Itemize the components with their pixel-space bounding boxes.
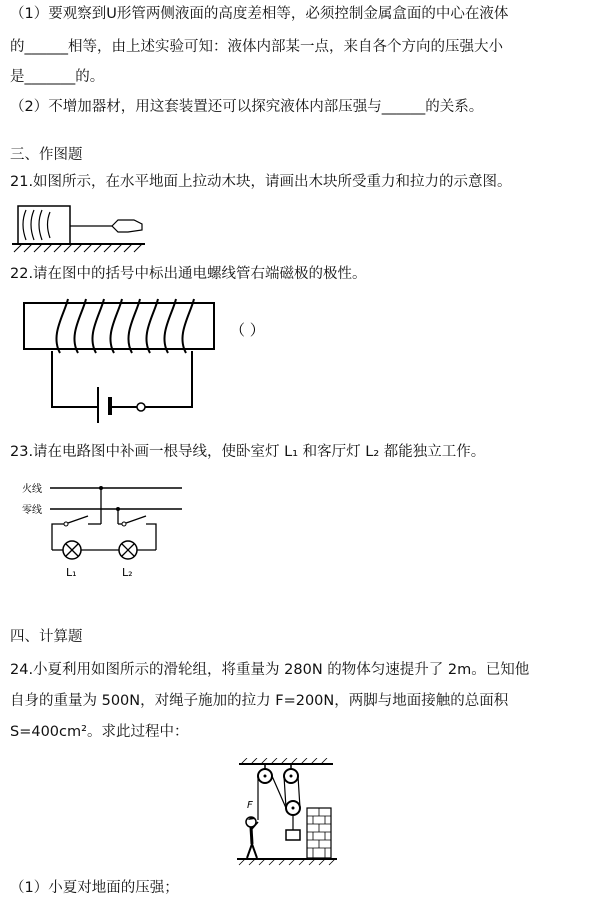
lamp-l2-icon [119,541,137,559]
question-text-line: （1）要观察到U形管两侧液面的高度差相等，必须控制金属盒面的中心在液体 [10,6,509,22]
circuit-wire-left [52,351,98,407]
ground-hatching [14,244,142,252]
switch2-contact [122,522,126,526]
person-icon [246,817,258,858]
solenoid-circuit-figure [20,295,280,427]
lamp1-wire [52,524,64,550]
block-on-ground-figure [12,202,147,254]
question-23-text: 23.请在电路图中补画一根导线，使卧室灯 L₁ 和客厅灯 L₂ 都能独立工作。 [10,444,486,460]
hand-icon [112,220,142,232]
force-label: F [247,800,253,811]
pole-bracket[interactable]: （ ） [230,321,265,339]
live-wire-label: 火线 [22,484,42,495]
household-circuit-figure [16,478,196,583]
lamp-l2-label: L₂ [122,566,133,579]
question-21-text: 21.如图所示，在水平地面上拉动木块，请画出木块所受重力和拉力的示意图。 [10,174,512,190]
question-24-text-line: 24.小夏利用如图所示的滑轮组，将重量为 280N 的物体匀速提升了 2m。已知他 [10,662,530,678]
question-24-text-line: S=400cm²。求此过程中： [10,724,189,740]
switch2-wire [146,524,156,550]
question-text-line: （2）不增加器材，用这套装置还可以探究液体内部压强与______的关系。 [10,99,484,115]
brick-wall [307,808,331,858]
lamp-l1-icon [63,541,81,559]
section-title: 三、作图题 [10,147,83,163]
question-text-line: 的______相等，由上述实验可知：液体内部某一点，来自各个方向的压强大小 [10,39,503,55]
switch1-blade [68,516,88,523]
circuit-wire-right [145,351,192,407]
section-title: 四、计算题 [10,629,83,645]
question-22-text: 22.请在图中的括号中标出通电螺线管右端磁极的极性。 [10,266,367,282]
switch1-contact [64,522,68,526]
question-text-line: 是_______的。 [10,69,105,85]
lamp-l1-label: L₁ [66,566,77,579]
question-24-text-line: 自身的重量为 500N，对绳子施加的拉力 F=200N，两脚与地面接触的总面积 [10,693,509,709]
switch-contact [137,403,145,411]
load-block [286,830,300,840]
pulley-system-figure [233,758,343,866]
neutral-wire-label: 零线 [22,505,42,516]
switch2-blade [126,516,146,523]
question-24-sub-1: （1）小夏对地面的压强； [10,880,179,896]
